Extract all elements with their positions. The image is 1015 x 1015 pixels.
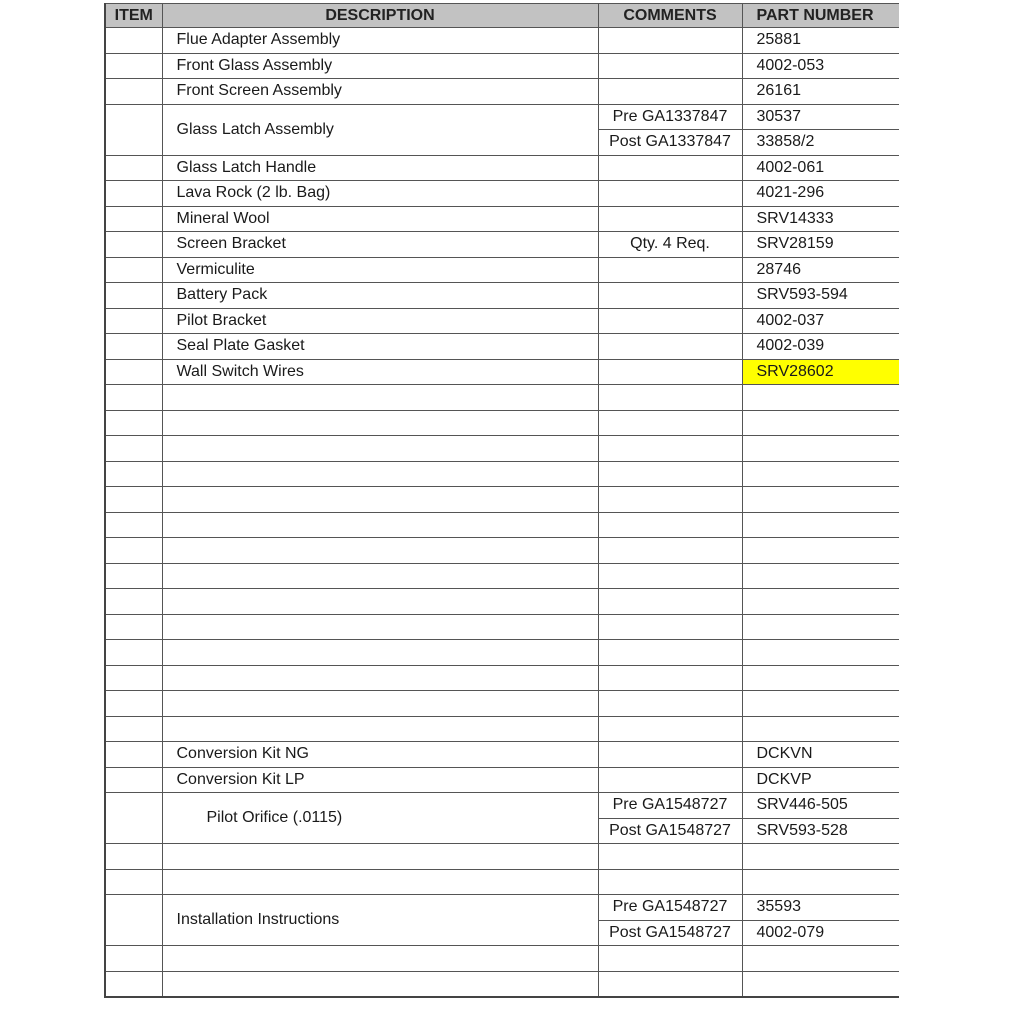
comment-cell: Pre GA1337847 (598, 104, 742, 130)
part-number-cell (742, 538, 899, 564)
table-row (105, 563, 899, 589)
item-cell (105, 487, 162, 513)
table-row (105, 487, 899, 513)
description-cell (162, 971, 598, 997)
item-cell (105, 665, 162, 691)
item-cell (105, 206, 162, 232)
part-number-cell: 26161 (742, 79, 899, 105)
table-row (105, 28, 899, 54)
part-number-cell (742, 691, 899, 717)
comment-cell: Pre GA1548727 (598, 895, 742, 921)
description-cell: Front Screen Assembly (162, 79, 598, 105)
part-number-cell (742, 563, 899, 589)
table-row (105, 614, 899, 640)
item-cell (105, 308, 162, 334)
item-cell (105, 257, 162, 283)
item-cell (105, 895, 162, 946)
item-cell (105, 28, 162, 54)
part-number-cell (742, 665, 899, 691)
part-number-cell: SRV446-505 (742, 793, 899, 819)
table-row (105, 716, 899, 742)
table-row (105, 589, 899, 615)
item-cell (105, 971, 162, 997)
comment-cell (598, 359, 742, 385)
comment-cell (598, 589, 742, 615)
item-cell (105, 385, 162, 411)
part-number-cell: 30537 (742, 104, 899, 130)
part-number-cell: 4002-061 (742, 155, 899, 181)
table-row (105, 79, 899, 105)
description-cell: Installation Instructions (162, 895, 598, 946)
description-cell: Screen Bracket (162, 232, 598, 258)
parts-table (104, 3, 899, 998)
table-row (105, 359, 899, 385)
comment-cell (598, 461, 742, 487)
part-number-cell (742, 946, 899, 972)
description-cell (162, 589, 598, 615)
item-cell (105, 283, 162, 309)
table-row (105, 895, 899, 921)
item-cell (105, 410, 162, 436)
description-cell (162, 487, 598, 513)
table-row (105, 971, 899, 997)
comment-cell (598, 614, 742, 640)
table-row (105, 436, 899, 462)
item-cell (105, 334, 162, 360)
part-number-cell: 33858/2 (742, 130, 899, 156)
item-cell (105, 436, 162, 462)
comment-cell (598, 716, 742, 742)
item-cell (105, 232, 162, 258)
table-row (105, 665, 899, 691)
comment-cell: Pre GA1548727 (598, 793, 742, 819)
comment-cell (598, 512, 742, 538)
part-number-cell: SRV14333 (742, 206, 899, 232)
item-cell (105, 767, 162, 793)
comment-cell (598, 79, 742, 105)
description-cell: Lava Rock (2 lb. Bag) (162, 181, 598, 207)
table-row (105, 232, 899, 258)
description-cell (162, 691, 598, 717)
comment-cell (598, 487, 742, 513)
table-row (105, 257, 899, 283)
item-cell (105, 79, 162, 105)
table-row (105, 410, 899, 436)
description-cell: Conversion Kit NG (162, 742, 598, 768)
comment-cell (598, 206, 742, 232)
description-cell: Seal Plate Gasket (162, 334, 598, 360)
item-cell (105, 869, 162, 895)
description-cell: Mineral Wool (162, 206, 598, 232)
part-number-cell (742, 436, 899, 462)
comment-cell (598, 385, 742, 411)
item-cell (105, 946, 162, 972)
table-row (105, 512, 899, 538)
comment-cell (598, 691, 742, 717)
table-row (105, 53, 899, 79)
item-cell (105, 53, 162, 79)
table-row (105, 844, 899, 870)
description-cell: Pilot Bracket (162, 308, 598, 334)
item-cell (105, 359, 162, 385)
comment-cell: Post GA1337847 (598, 130, 742, 156)
part-number-cell (742, 869, 899, 895)
comment-cell (598, 283, 742, 309)
comment-cell (598, 767, 742, 793)
comment-cell (598, 155, 742, 181)
item-cell (105, 589, 162, 615)
part-number-cell: 25881 (742, 28, 899, 54)
table-row (105, 181, 899, 207)
item-cell (105, 461, 162, 487)
description-cell (162, 538, 598, 564)
comment-cell (598, 436, 742, 462)
comment-cell (598, 308, 742, 334)
comment-cell (598, 563, 742, 589)
item-cell (105, 844, 162, 870)
table-row (105, 308, 899, 334)
comment-cell (598, 181, 742, 207)
item-cell (105, 716, 162, 742)
part-number-cell: 4002-037 (742, 308, 899, 334)
header-description: DESCRIPTION (162, 4, 598, 28)
part-number-cell (742, 512, 899, 538)
item-cell (105, 793, 162, 844)
comment-cell: Post GA1548727 (598, 818, 742, 844)
item-cell (105, 614, 162, 640)
part-number-cell: DCKVP (742, 767, 899, 793)
description-cell (162, 946, 598, 972)
part-number-cell: 35593 (742, 895, 899, 921)
comment-cell (598, 844, 742, 870)
table-row (105, 385, 899, 411)
table-row (105, 334, 899, 360)
description-cell: Pilot Orifice (.0115) (162, 793, 598, 844)
table-row (105, 206, 899, 232)
item-cell (105, 691, 162, 717)
table-row (105, 767, 899, 793)
part-number-cell (742, 461, 899, 487)
comment-cell (598, 971, 742, 997)
comment-cell (598, 946, 742, 972)
comment-cell (598, 257, 742, 283)
header-item: ITEM (105, 4, 162, 28)
part-number-cell: 4021-296 (742, 181, 899, 207)
part-number-cell: SRV28602 (742, 359, 899, 385)
part-number-cell (742, 971, 899, 997)
description-cell: Battery Pack (162, 283, 598, 309)
table-row (105, 104, 899, 130)
description-cell (162, 461, 598, 487)
comment-cell (598, 53, 742, 79)
table-row (105, 640, 899, 666)
comment-cell (598, 665, 742, 691)
part-number-cell (742, 716, 899, 742)
parts-body (105, 28, 899, 998)
part-number-cell: 4002-053 (742, 53, 899, 79)
part-number-cell (742, 844, 899, 870)
description-cell: Glass Latch Handle (162, 155, 598, 181)
part-number-cell (742, 410, 899, 436)
part-number-cell (742, 640, 899, 666)
comment-cell (598, 869, 742, 895)
description-cell (162, 410, 598, 436)
part-number-cell: SRV593-528 (742, 818, 899, 844)
description-cell: Wall Switch Wires (162, 359, 598, 385)
description-cell: Flue Adapter Assembly (162, 28, 598, 54)
description-cell (162, 512, 598, 538)
table-row (105, 155, 899, 181)
part-number-cell: 4002-079 (742, 920, 899, 946)
part-number-cell (742, 385, 899, 411)
table-row (105, 538, 899, 564)
item-cell (105, 742, 162, 768)
description-cell (162, 614, 598, 640)
comment-cell (598, 640, 742, 666)
description-cell: Conversion Kit LP (162, 767, 598, 793)
description-cell (162, 716, 598, 742)
item-cell (105, 538, 162, 564)
table-row (105, 793, 899, 819)
comment-cell: Post GA1548727 (598, 920, 742, 946)
description-cell (162, 665, 598, 691)
part-number-cell (742, 614, 899, 640)
comment-cell (598, 410, 742, 436)
description-cell (162, 640, 598, 666)
table-row (105, 869, 899, 895)
part-number-cell: 4002-039 (742, 334, 899, 360)
table-row (105, 461, 899, 487)
item-cell (105, 104, 162, 155)
item-cell (105, 563, 162, 589)
table-row (105, 946, 899, 972)
part-number-cell (742, 589, 899, 615)
description-cell (162, 844, 598, 870)
comment-cell (598, 28, 742, 54)
description-cell (162, 385, 598, 411)
description-cell: Vermiculite (162, 257, 598, 283)
part-number-cell: SRV593-594 (742, 283, 899, 309)
item-cell (105, 640, 162, 666)
item-cell (105, 181, 162, 207)
header-part-number: PART NUMBER (742, 4, 899, 28)
comment-cell (598, 538, 742, 564)
part-number-cell: SRV28159 (742, 232, 899, 258)
table-row (105, 742, 899, 768)
header-comments: COMMENTS (598, 4, 742, 28)
description-cell: Front Glass Assembly (162, 53, 598, 79)
item-cell (105, 155, 162, 181)
table-row (105, 283, 899, 309)
part-number-cell (742, 487, 899, 513)
description-cell (162, 563, 598, 589)
comment-cell (598, 742, 742, 768)
comment-cell (598, 334, 742, 360)
description-cell (162, 869, 598, 895)
comment-cell: Qty. 4 Req. (598, 232, 742, 258)
description-cell (162, 436, 598, 462)
part-number-cell: DCKVN (742, 742, 899, 768)
description-cell: Glass Latch Assembly (162, 104, 598, 155)
part-number-cell: 28746 (742, 257, 899, 283)
header-row (105, 4, 899, 28)
item-cell (105, 512, 162, 538)
table-row (105, 691, 899, 717)
